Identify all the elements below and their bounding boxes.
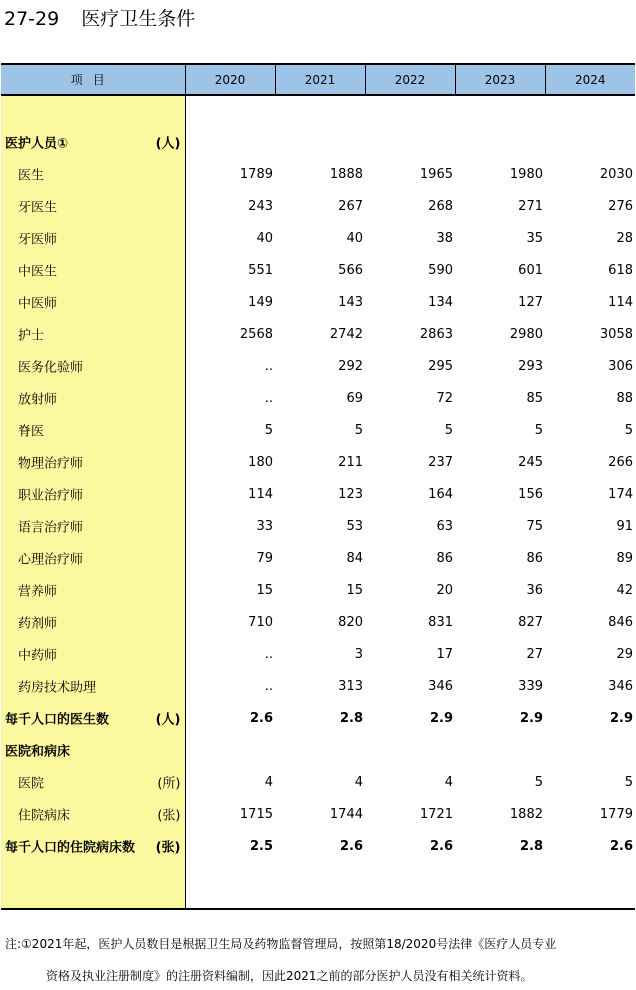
table-bottom-pad xyxy=(1,862,635,909)
table-row xyxy=(1,542,635,574)
value-cell: 28 xyxy=(616,230,633,246)
value-cell: 127 xyxy=(518,294,543,310)
value-cell: 313 xyxy=(338,678,363,694)
value-cell xyxy=(365,126,455,158)
value-cell: 89 xyxy=(616,550,633,566)
table-row xyxy=(1,766,635,798)
value-cell: 243 xyxy=(248,198,273,214)
value-cell xyxy=(275,734,365,766)
value-cell: .. xyxy=(264,390,273,406)
row-label: 中医生 xyxy=(18,264,58,280)
value-cell: 79 xyxy=(256,550,273,566)
value-cell: 72 xyxy=(436,390,453,406)
row-label-cell xyxy=(1,670,185,702)
value-cell: 346 xyxy=(428,678,453,694)
value-cell: 276 xyxy=(608,198,633,214)
row-label-cell xyxy=(1,382,185,414)
value-cell: 27 xyxy=(526,646,543,662)
value-cell: 827 xyxy=(518,614,543,630)
value-cell: 601 xyxy=(518,262,543,278)
value-cell: 1779 xyxy=(599,806,633,822)
value-cell: 590 xyxy=(428,262,453,278)
row-label-cell xyxy=(1,638,185,670)
value-cell: 40 xyxy=(346,230,363,246)
row-unit: (人) xyxy=(155,712,181,728)
value-cell: 134 xyxy=(428,294,453,310)
value-cell: 38 xyxy=(436,230,453,246)
value-cell: 156 xyxy=(518,486,543,502)
value-cell: 2.8 xyxy=(519,838,543,854)
row-label-cell xyxy=(1,478,185,510)
value-cell: 4 xyxy=(354,774,363,790)
table-row xyxy=(1,286,635,318)
value-cell: 5 xyxy=(624,774,633,790)
row-label: 医院 xyxy=(18,776,45,792)
value-cell: 84 xyxy=(346,550,363,566)
value-cell: 53 xyxy=(346,518,363,534)
footnote-text-1: ①2021年起，医护人员数目是根据卫生局及药物监督管理局，按照第18/2020号法律《医疗人员专业 xyxy=(21,937,557,951)
value-cell: 820 xyxy=(338,614,363,630)
row-label: 药剂师 xyxy=(18,616,58,632)
row-label: 语言治疗师 xyxy=(18,520,84,536)
table-row xyxy=(1,126,635,158)
row-label-cell xyxy=(1,446,185,478)
table-row xyxy=(1,574,635,606)
table-row xyxy=(1,734,635,766)
value-cell xyxy=(545,734,635,766)
value-cell: 5 xyxy=(534,774,543,790)
row-label-cell xyxy=(1,574,185,606)
table-row xyxy=(1,222,635,254)
value-cell: 268 xyxy=(428,198,453,214)
value-cell: 2863 xyxy=(419,326,453,342)
value-cell: 846 xyxy=(608,614,633,630)
header-year: 2023 xyxy=(455,64,545,95)
value-cell: 2.9 xyxy=(519,710,543,726)
value-cell: 88 xyxy=(616,390,633,406)
value-cell: 4 xyxy=(264,774,273,790)
footnote-text-2: 资格及执业注册制度》的注册资料编制，因此2021之前的部分医护人员没有相关统计资料。 xyxy=(46,969,533,983)
value-cell: 566 xyxy=(338,262,363,278)
value-cell: 267 xyxy=(338,198,363,214)
row-unit: (张) xyxy=(157,808,181,824)
table-row xyxy=(1,510,635,542)
value-cell: 5 xyxy=(354,422,363,438)
value-cell: .. xyxy=(264,646,273,662)
value-cell: 29 xyxy=(616,646,633,662)
footnote-prefix: 注: xyxy=(5,937,22,951)
table-row xyxy=(1,670,635,702)
value-cell: 5 xyxy=(444,422,453,438)
value-cell: 1715 xyxy=(239,806,273,822)
row-label-cell xyxy=(1,190,185,222)
header-item: 项目 xyxy=(1,64,185,95)
row-label: 中药师 xyxy=(18,648,58,664)
row-label: 牙医生 xyxy=(18,200,58,216)
value-cell: 2.6 xyxy=(339,838,363,854)
value-cell: 86 xyxy=(436,550,453,566)
table-row xyxy=(1,254,635,286)
table-row xyxy=(1,702,635,734)
value-cell: 114 xyxy=(248,486,273,502)
table-row xyxy=(1,830,635,862)
row-label: 脊医 xyxy=(18,424,45,440)
value-cell: 551 xyxy=(248,262,273,278)
row-label-cell xyxy=(1,158,185,190)
header-year: 2021 xyxy=(275,64,365,95)
value-cell: 1888 xyxy=(329,166,363,182)
value-cell: 295 xyxy=(428,358,453,374)
value-cell: 174 xyxy=(608,486,633,502)
value-cell: 2742 xyxy=(329,326,363,342)
row-label: 医护人员① xyxy=(5,136,69,152)
row-label: 牙医师 xyxy=(18,232,58,248)
value-cell: 20 xyxy=(436,582,453,598)
row-label: 药房技术助理 xyxy=(18,680,97,696)
value-cell: 35 xyxy=(526,230,543,246)
spacer-row xyxy=(1,95,635,126)
table-title: 医疗卫生条件 xyxy=(81,8,196,30)
value-cell: 75 xyxy=(526,518,543,534)
value-cell: 4 xyxy=(444,774,453,790)
value-cell: .. xyxy=(264,678,273,694)
value-cell: 2030 xyxy=(599,166,633,182)
value-cell: 15 xyxy=(256,582,273,598)
value-cell: 36 xyxy=(526,582,543,598)
value-cell: 2.9 xyxy=(429,710,453,726)
row-label-cell xyxy=(1,126,185,158)
value-cell: .. xyxy=(264,358,273,374)
value-cell: 2.8 xyxy=(339,710,363,726)
row-label-cell xyxy=(1,734,185,766)
table-row xyxy=(1,478,635,510)
row-label: 护士 xyxy=(18,328,45,344)
row-label: 每千人口的医生数 xyxy=(5,712,110,728)
row-label-cell xyxy=(1,318,185,350)
table-row xyxy=(1,798,635,830)
row-label-cell xyxy=(1,286,185,318)
value-cell: 85 xyxy=(526,390,543,406)
table-code: 27-29 xyxy=(4,8,60,30)
row-unit: (人) xyxy=(155,136,181,152)
table-row xyxy=(1,318,635,350)
value-cell xyxy=(455,734,545,766)
row-label-cell xyxy=(1,606,185,638)
value-cell: 293 xyxy=(518,358,543,374)
row-label: 物理治疗师 xyxy=(18,456,84,472)
row-label: 心理治疗师 xyxy=(18,552,84,568)
row-label: 医院和病床 xyxy=(5,744,71,760)
value-cell: 1980 xyxy=(509,166,543,182)
value-cell: 346 xyxy=(608,678,633,694)
value-cell: 69 xyxy=(346,390,363,406)
value-cell: 271 xyxy=(518,198,543,214)
value-cell: 2.5 xyxy=(249,838,273,854)
row-label-cell xyxy=(1,510,185,542)
value-cell: 1789 xyxy=(239,166,273,182)
row-label-cell xyxy=(1,350,185,382)
row-label: 住院病床 xyxy=(18,808,71,824)
value-cell: 149 xyxy=(248,294,273,310)
header-year: 2020 xyxy=(185,64,275,95)
row-label-cell xyxy=(1,798,185,830)
table-row xyxy=(1,158,635,190)
value-cell: 123 xyxy=(338,486,363,502)
page-title xyxy=(4,4,195,31)
value-cell xyxy=(545,126,635,158)
value-cell: 1721 xyxy=(419,806,453,822)
value-cell: 831 xyxy=(428,614,453,630)
row-label-cell xyxy=(1,414,185,446)
value-cell: 1882 xyxy=(509,806,543,822)
health-data-table xyxy=(1,63,635,910)
value-cell: 42 xyxy=(616,582,633,598)
row-label-cell xyxy=(1,702,185,734)
value-cell: 63 xyxy=(436,518,453,534)
row-label: 医生 xyxy=(18,168,45,184)
row-label: 放射师 xyxy=(18,392,58,408)
value-cell xyxy=(275,126,365,158)
value-cell xyxy=(455,126,545,158)
value-cell: 211 xyxy=(338,454,363,470)
row-unit: (所) xyxy=(157,776,181,792)
table-row xyxy=(1,382,635,414)
value-cell: 292 xyxy=(338,358,363,374)
row-label-cell xyxy=(1,222,185,254)
value-cell xyxy=(365,734,455,766)
table-row xyxy=(1,606,635,638)
value-cell: 339 xyxy=(518,678,543,694)
header-row xyxy=(1,64,635,95)
value-cell: 114 xyxy=(608,294,633,310)
value-cell xyxy=(185,734,275,766)
value-cell xyxy=(185,126,275,158)
value-cell: 306 xyxy=(608,358,633,374)
value-cell: 15 xyxy=(346,582,363,598)
table-row xyxy=(1,190,635,222)
value-cell: 2.6 xyxy=(249,710,273,726)
value-cell: 3058 xyxy=(599,326,633,342)
row-label: 职业治疗师 xyxy=(18,488,84,504)
value-cell: 164 xyxy=(428,486,453,502)
value-cell: 2568 xyxy=(239,326,273,342)
row-label: 营养师 xyxy=(18,584,58,600)
value-cell: 1744 xyxy=(329,806,363,822)
row-label-cell xyxy=(1,830,185,862)
table-row xyxy=(1,638,635,670)
table-row xyxy=(1,446,635,478)
header-year: 2024 xyxy=(545,64,635,95)
footnote-line-2 xyxy=(46,967,533,984)
value-cell: 1965 xyxy=(419,166,453,182)
value-cell: 91 xyxy=(616,518,633,534)
value-cell: 5 xyxy=(624,422,633,438)
value-cell: 237 xyxy=(428,454,453,470)
value-cell: 5 xyxy=(534,422,543,438)
value-cell: 86 xyxy=(526,550,543,566)
table-row xyxy=(1,414,635,446)
table-row xyxy=(1,350,635,382)
row-label-cell xyxy=(1,254,185,286)
value-cell: 2.6 xyxy=(429,838,453,854)
value-cell: 2980 xyxy=(509,326,543,342)
value-cell: 710 xyxy=(248,614,273,630)
value-cell: 266 xyxy=(608,454,633,470)
value-cell: 143 xyxy=(338,294,363,310)
row-unit: (张) xyxy=(155,840,181,856)
value-cell: 33 xyxy=(256,518,273,534)
header-year: 2022 xyxy=(365,64,455,95)
value-cell: 2.9 xyxy=(609,710,633,726)
value-cell: 3 xyxy=(354,646,363,662)
value-cell: 618 xyxy=(608,262,633,278)
row-label: 医务化验师 xyxy=(18,360,84,376)
footnote-line-1 xyxy=(5,935,556,952)
value-cell: 5 xyxy=(264,422,273,438)
value-cell: 17 xyxy=(436,646,453,662)
row-label: 中医师 xyxy=(18,296,58,312)
row-label: 每千人口的住院病床数 xyxy=(5,840,136,856)
row-label-cell xyxy=(1,542,185,574)
row-label-cell xyxy=(1,766,185,798)
value-cell: 180 xyxy=(248,454,273,470)
value-cell: 40 xyxy=(256,230,273,246)
value-cell: 245 xyxy=(518,454,543,470)
value-cell: 2.6 xyxy=(609,838,633,854)
